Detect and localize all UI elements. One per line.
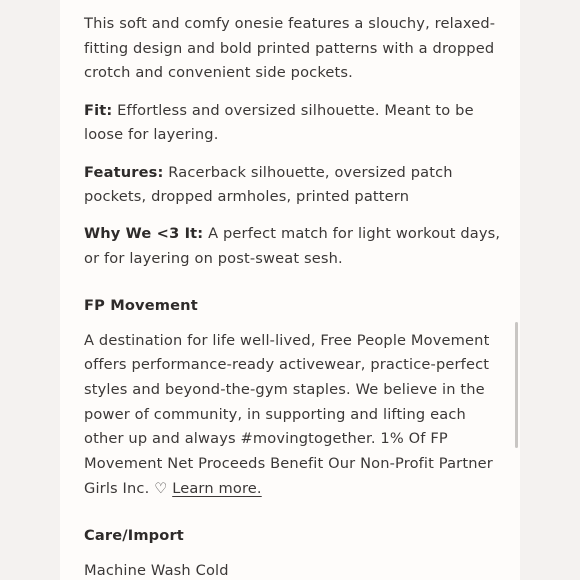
product-details-panel [60,0,520,580]
why-label: Why We <3 It: [84,225,204,243]
why-text: A perfect match for light workout days, or for layering on post-sweat sesh. [84,225,501,268]
intro-paragraph: This soft and comfy onesie features a slouchy, relaxed-fitting design and bold printed patterns with a dropped crotch and convenient side pockets. [84,15,496,82]
brand-paragraph [84,329,504,502]
fit-text: Effortless and oversized silhouette. Meant to be loose for layering. [84,101,474,144]
why-we-love-it-paragraph [84,222,504,271]
features-label: Features: [84,163,164,181]
care-text: Machine Wash Cold [84,562,229,580]
product-description [84,12,504,580]
features-text: Racerback silhouette, oversized patch pockets, dropped armholes, printed pattern [84,163,453,206]
features-paragraph [84,161,504,210]
brand-text: A destination for life well-lived, Free People Movement offers performance-ready activewear, practice-perfect styles and beyond-the-gym staples. We believe in the power of community, in supporting and lifting each other up and always #movingtogether. 1% Of FP Movement Net Proceeds Benefit Our Non-Profit Partner Girls Inc. ♡ [84,331,493,497]
learn-more-link[interactable]: Learn more. [172,479,262,497]
brand-heading: FP Movement [84,296,198,314]
scrollbar-thumb[interactable] [515,322,518,448]
fit-label: Fit: [84,101,113,119]
fit-paragraph [84,99,504,148]
care-heading: Care/Import [84,527,184,545]
